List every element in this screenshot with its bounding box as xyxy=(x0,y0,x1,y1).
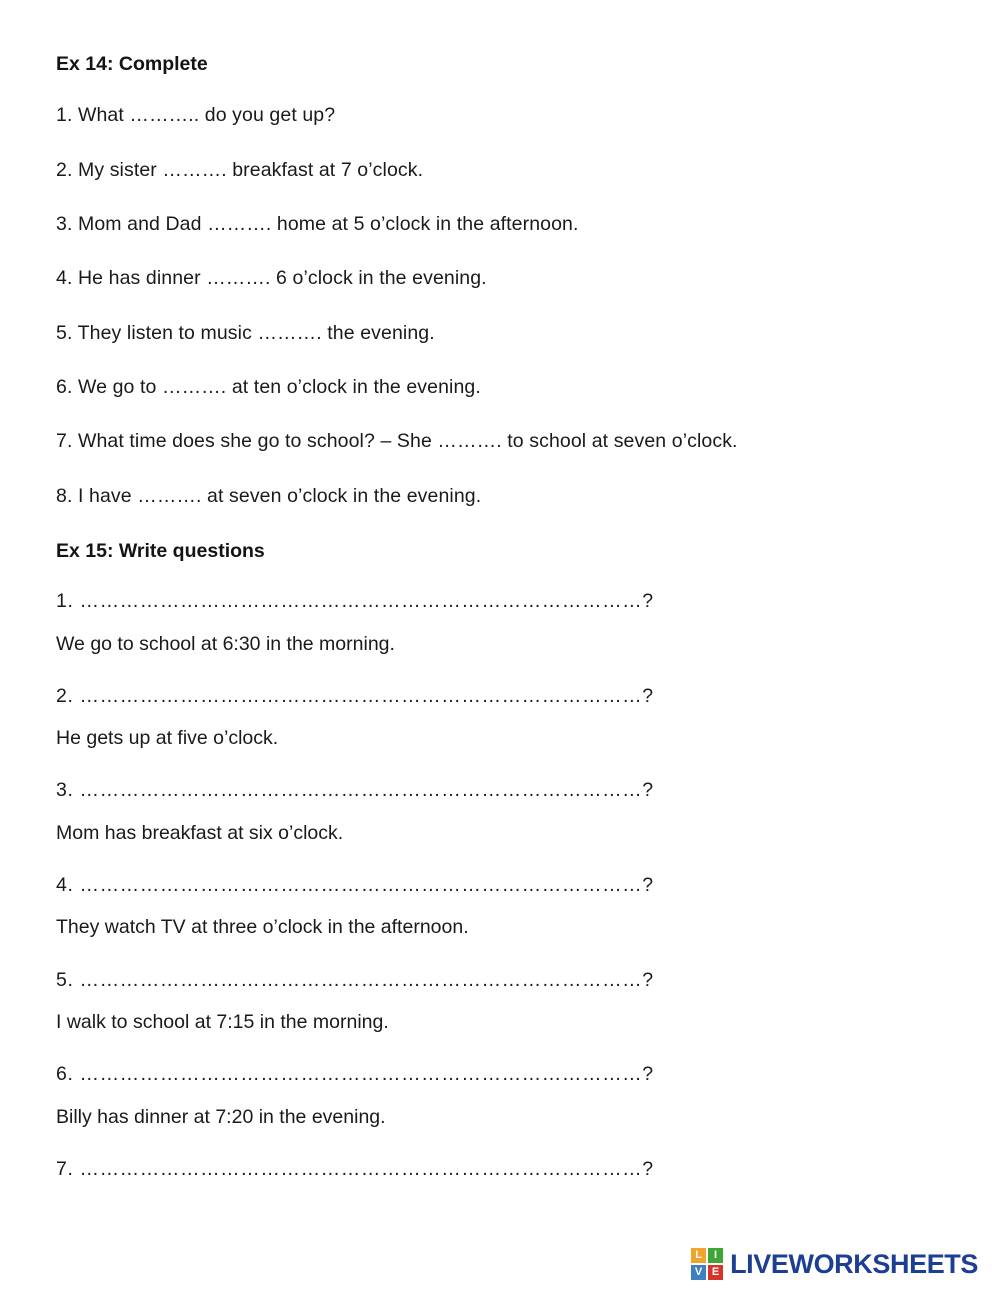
ex15-prompt-2[interactable]: 2. …………………………………………………………………………? xyxy=(56,684,654,707)
ex14-item-7: 7. What time does she go to school? – She ………. to school at seven o’clock. xyxy=(56,430,738,453)
ex15-answer-2: He gets up at five o’clock. xyxy=(56,727,279,750)
logo-square-e: E xyxy=(708,1265,723,1280)
liveworksheets-footer xyxy=(691,1248,978,1280)
ex15-prompt-5[interactable]: 5. …………………………………………………………………………? xyxy=(56,968,654,991)
ex15-prompt-4[interactable]: 4. …………………………………………………………………………? xyxy=(56,874,654,897)
ex14-item-1: 1. What ……….. do you get up? xyxy=(56,104,336,127)
ex15-answer-1: We go to school at 6:30 in the morning. xyxy=(56,632,395,655)
ex15-prompt-3[interactable]: 3. …………………………………………………………………………? xyxy=(56,779,654,802)
ex14-item-5: 5. They listen to music ………. the evening. xyxy=(56,321,435,344)
ex15-answer-6: Billy has dinner at 7:20 in the evening. xyxy=(56,1105,386,1128)
ex14-title: Ex 14: Complete xyxy=(56,53,208,75)
ex15-prompt-1[interactable]: 1. …………………………………………………………………………? xyxy=(56,590,654,613)
liveworksheets-logo-icon xyxy=(691,1248,723,1280)
logo-square-l: L xyxy=(691,1248,706,1263)
logo-square-i: I xyxy=(708,1248,723,1263)
ex15-prompt-7[interactable]: 7. …………………………………………………………………………? xyxy=(56,1157,654,1180)
liveworksheets-brand-text: LIVEWORKSHEETS xyxy=(730,1248,978,1279)
ex15-answer-3: Mom has breakfast at six o’clock. xyxy=(56,821,344,844)
ex14-item-6: 6. We go to ………. at ten o’clock in the evening. xyxy=(56,375,481,398)
ex14-item-2: 2. My sister ………. breakfast at 7 o’clock. xyxy=(56,158,424,181)
ex14-item-3: 3. Mom and Dad ………. home at 5 o’clock in the afternoon. xyxy=(56,212,579,235)
ex15-answer-4: They watch TV at three o’clock in the afternoon. xyxy=(56,916,469,939)
ex14-item-8: 8. I have ………. at seven o’clock in the evening. xyxy=(56,484,482,507)
ex15-prompt-6[interactable]: 6. …………………………………………………………………………? xyxy=(56,1063,654,1086)
ex15-title: Ex 15: Write questions xyxy=(56,539,265,562)
ex14-item-4: 4. He has dinner ………. 6 o’clock in the evening. xyxy=(56,267,487,290)
logo-square-v: V xyxy=(691,1265,706,1280)
ex15-answer-5: I walk to school at 7:15 in the morning. xyxy=(56,1011,389,1033)
